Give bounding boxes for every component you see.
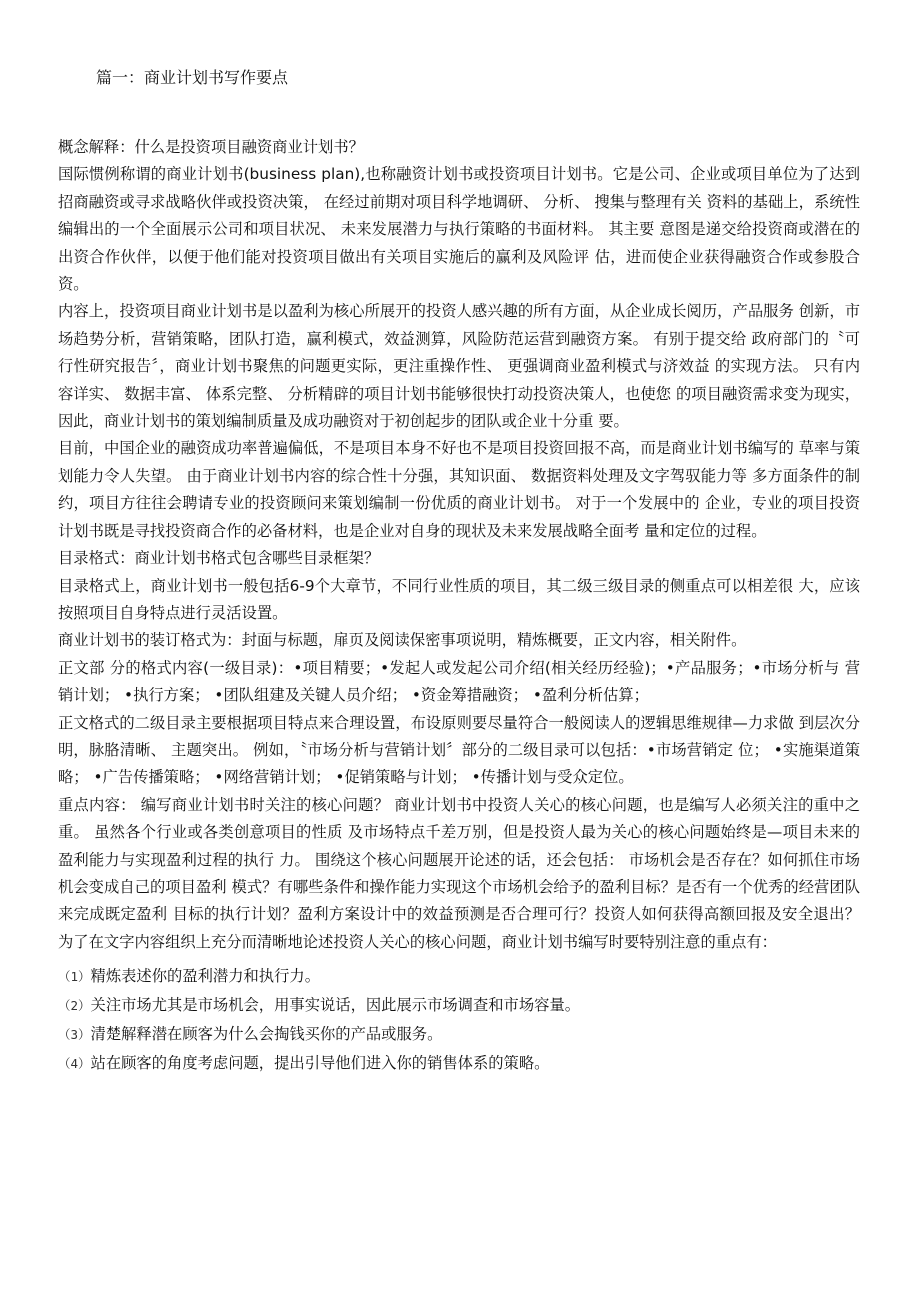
- section-heading-toc: 目录格式：商业计划书格式包含哪些目录框架？: [58, 549, 380, 568]
- list-item-text: 精炼表述你的盈利潜力和执行力。: [90, 967, 320, 986]
- document-heading: 篇一：商业计划书写作要点: [96, 68, 289, 87]
- paragraph-definition: 国际惯例称谓的商业计划书(business plan),也称融资计划书或投资项目计划书。它是公司、企业或项目单位为了达到招商融资或寻求战略伙伴或投资决策， 在经过前期对项目科学地调研、 分析、 搜集与整理有关 资料的基础上，系统性编辑出的一个全面展示公司和项目状况、 未来发展潜力与执行策略的书面材料。 其主要 意图是递交给投资商或潜在的出资合作伙伴，以便于他们能对投资项目做出有关项目实施后的赢利及风险评 估，进而使企业获得融资合作或参股合资。: [58, 165, 860, 294]
- list-item: [58, 962, 860, 991]
- paragraph-second-level-toc: 正文格式的二级目录主要根据项目特点来合理设置，布设原则要尽量符合一般阅读人的逻辑思维规律—力求做 到层次分明，脉胳清晰、 主题突出。 例如，〝市场分析与营销计划〞部分的二级目录可以包括：•市场营销定 位； •实施渠道策略； •广告传播策略； •网络营销计划； •促销策略与计划； •传播计划与受众定位。: [58, 713, 860, 787]
- list-item: [58, 1049, 860, 1078]
- list-item-number: （2）: [58, 998, 91, 1014]
- key-points-list: [58, 962, 860, 1078]
- paragraph-first-level-toc: 正文部 分的格式内容(一级目录)：•项目精要；•发起人或发起公司介绍(相关经历经验)；•产品服务；•市场分析与 营销计划； •执行方案； •团队组建及关键人员介绍； •资金筹措融资； •盈利分析估算；: [58, 658, 860, 705]
- list-item-text: 站在顾客的角度考虑问题，提出引导他们进入你的销售体系的策略。: [90, 1054, 550, 1073]
- paragraph-current-situation: 目前，中国企业的融资成功率普遍偏低，不是项目本身不好也不是项目投资回报不高，而是商业计划书编写的 草率与策划能力令人失望。 由于商业计划书内容的综合性十分强，其知识面、 数据资料处理及文字驾驭能力等 多方面条件的制约，项目方往往会聘请专业的投资顾问来策划编制一份优质的商业计划书。 对于一个发展中的 企业，专业的项目投资计划书既是寻找投资商合作的必备材料，也是企业对自身的现状及未来发展战略全面考 量和定位的过程。: [58, 439, 860, 540]
- list-item-text: 清楚解释潜在顾客为什么会掏钱买你的产品或服务。: [90, 1025, 443, 1044]
- list-item-number: （3）: [58, 1027, 91, 1043]
- paragraph-toc-format: 目录格式上，商业计划书一般包括6-9个大章节，不同行业性质的项目，其二级三级目录的侧重点可以相差很 大，应该按照项目自身特点进行灵活设置。: [58, 576, 860, 622]
- list-item: [58, 991, 860, 1020]
- list-item-number: （1）: [58, 969, 91, 985]
- list-item-text: 关注市场尤其是市场机会，用事实说话，因此展示市场调查和市场容量。: [90, 996, 581, 1015]
- paragraph-key-content: 重点内容： 编写商业计划书时关注的核心问题？ 商业计划书中投资人关心的核心问题，也是编写人必须关注的重中之重。 虽然各个行业或各类创意项目的性质 及市场特点千差万别，但是投资人最为关心的核心问题始终是—项目未来的盈利能力与实现盈利过程的执行 力。 围绕这个核心问题展开论述的话，还会包括： 市场机会是否存在？如何抓住市场机会变成自己的项目盈利 模式？有哪些条件和操作能力实现这个市场机会给予的盈利目标？是否有一个优秀的经营团队来完成既定盈利 目标的执行计划？盈利方案设计中的效益预测是否合理可行？投资人如何获得高额回报及安全退出？ 为了在文字内容组织上充分而清晰地论述投资人关心的核心问题，商业计划书编写时要特别注意的重点有：: [58, 795, 860, 951]
- paragraph-content: 内容上，投资项目商业计划书是以盈利为核心所展开的投资人感兴趣的所有方面，从企业成长阅历，产品服务 创新，市场趋势分析，营销策略，团队打造，赢利模式，效益测算，风险防范运营到融资方案。 有别于提交给 政府部门的〝可行性研究报告〞，商业计划书聚焦的问题更实际，更注重操作性、 更强调商业盈利模式与济效益 的实现方法。 只有内容详实、 数据丰富、 体系完整、 分析精辟的项目计划书能够很快打动投资决策人，也使您 的项目融资需求变为现实，因此，商业计划书的策划编制质量及成功融资对于初创起步的团队或企业十分重 要。: [58, 302, 860, 431]
- list-item: [58, 1020, 860, 1049]
- section-heading-concept: 概念解释：什么是投资项目融资商业计划书？: [58, 138, 364, 156]
- document-body: [58, 134, 860, 1078]
- paragraph-binding-format: 商业计划书的装订格式为：封面与标题，扉页及阅读保密事项说明，精炼概要，正文内容，相关附件。: [58, 631, 747, 650]
- list-item-number: （4）: [58, 1056, 91, 1072]
